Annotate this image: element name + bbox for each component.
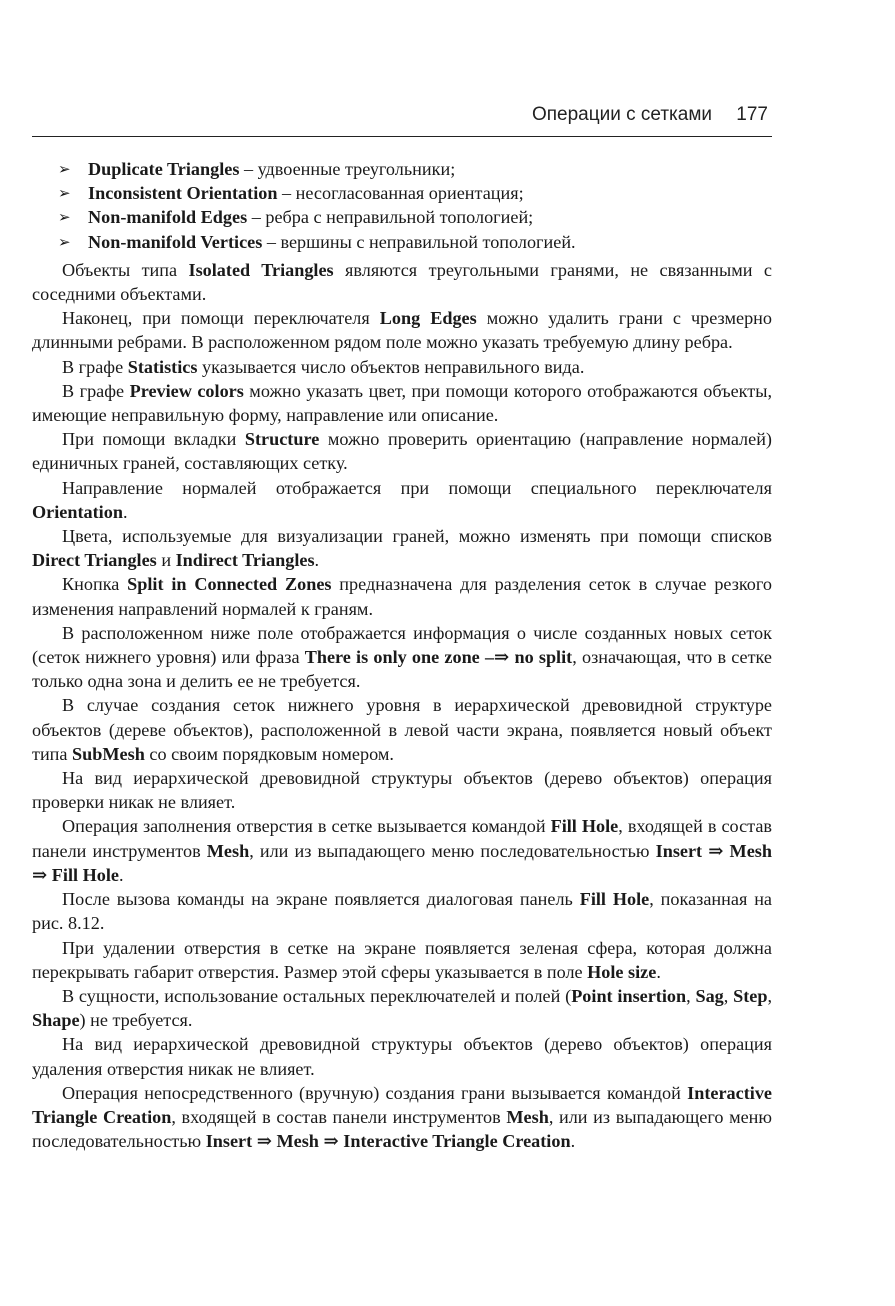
text: Объекты типа bbox=[62, 259, 189, 280]
text: . bbox=[570, 1131, 576, 1152]
text: , входящей в состав панели инструментов bbox=[32, 816, 772, 861]
text: , входящей в состав панели инструментов bbox=[171, 1106, 507, 1127]
term-description: – несогласованная ориентация; bbox=[277, 183, 524, 204]
text: В сущности, использование остальных переключателей и полей ( bbox=[62, 985, 572, 1006]
term: Fill Hole bbox=[579, 889, 650, 910]
text: В графе bbox=[62, 380, 130, 401]
text: Наконец, при помощи переключателя bbox=[62, 308, 380, 329]
text: Цвета, используемые для визуализации граней, можно изменять при помощи списков bbox=[62, 526, 772, 547]
paragraph bbox=[32, 984, 772, 1032]
text: , bbox=[686, 985, 696, 1006]
paragraph bbox=[32, 814, 772, 887]
text: предназначена для разделения сеток в случае резкого изменения направлений нормалей к граням. bbox=[32, 574, 772, 619]
term: Preview colors bbox=[129, 380, 244, 401]
term: Non-manifold Edges bbox=[88, 207, 248, 228]
text: На вид иерархической древовидной структуры объектов (дерево объектов) операция проверки никак не влияет. bbox=[32, 768, 772, 813]
term: Point insertion bbox=[571, 985, 687, 1006]
term: Orientation bbox=[32, 501, 123, 522]
term-description: – ребра с неправильной топологией; bbox=[247, 207, 534, 228]
paragraph bbox=[32, 427, 772, 475]
text: На вид иерархической древовидной структуры объектов (дерево объектов) операция удаления отверстия никак не влияет. bbox=[32, 1034, 772, 1079]
term: Hole size bbox=[587, 961, 657, 982]
term: Structure bbox=[244, 429, 320, 450]
text: Операция непосредственного (вручную) создания грани вызывается командой bbox=[62, 1082, 688, 1103]
text: , или из выпадающего меню последовательностью bbox=[32, 1106, 772, 1152]
term: Inconsistent Orientation bbox=[88, 183, 278, 204]
text: можно указать цвет, при помощи которого отображаются объекты, имеющие неправильную форму, направление или описание. bbox=[32, 380, 772, 426]
paragraph bbox=[32, 355, 772, 379]
term: Shape bbox=[32, 1010, 80, 1031]
paragraph bbox=[32, 766, 772, 814]
term-description: – удвоенные треугольники; bbox=[239, 159, 456, 179]
running-header bbox=[32, 100, 772, 137]
text: В графе bbox=[62, 356, 128, 377]
term: Statistics bbox=[127, 356, 198, 377]
text: , bbox=[767, 985, 773, 1006]
term: Duplicate Triangles bbox=[88, 159, 240, 179]
paragraph bbox=[32, 258, 772, 306]
text: , означающая, что в сетке только одна зона и делить ее не требуется. bbox=[32, 647, 773, 692]
error-type-list bbox=[32, 157, 772, 254]
text: После вызова команды на экране появляется диалоговая панель bbox=[62, 889, 580, 910]
paragraph bbox=[32, 936, 772, 984]
bullet-arrow-icon: ➢ bbox=[58, 160, 71, 178]
paragraph bbox=[32, 476, 772, 524]
list-item bbox=[32, 230, 772, 254]
term: Interactive Triangle Creation bbox=[32, 1082, 772, 1127]
term-description: – вершины с неправильной топологией. bbox=[262, 231, 576, 252]
text: являются треугольными гранями, не связанными с соседними объектами. bbox=[32, 259, 772, 305]
text: В случае создания сеток нижнего уровня в иерархической древовидной структуре объектов (дереве объектов), расположенной в левой части экрана, появляется новый объект типа bbox=[32, 695, 772, 764]
paragraph bbox=[32, 572, 772, 620]
list-item bbox=[32, 157, 772, 181]
text: . bbox=[656, 961, 661, 982]
term: Isolated Triangles bbox=[188, 259, 334, 280]
text: . bbox=[314, 550, 320, 571]
paragraph bbox=[32, 693, 772, 766]
paragraph bbox=[32, 306, 772, 354]
bullet-arrow-icon: ➢ bbox=[58, 232, 71, 251]
text: . bbox=[118, 864, 124, 885]
text: . bbox=[122, 501, 128, 522]
page-number: 177 bbox=[736, 104, 768, 125]
text: и bbox=[156, 550, 176, 571]
text: Кнопка bbox=[62, 574, 128, 595]
term: There is only one zone –⇒ no split bbox=[304, 647, 573, 668]
term: Direct Triangles bbox=[32, 550, 157, 571]
paragraph bbox=[32, 379, 772, 427]
paragraph bbox=[32, 1032, 772, 1080]
term: SubMesh bbox=[72, 743, 145, 764]
text: При удалении отверстия в сетке на экране появляется зеленая сфера, которая должна перекрывать габарит отверстия. Размер этой сферы указывается в поле bbox=[32, 937, 772, 982]
term: Split in Connected Zones bbox=[127, 574, 332, 595]
bullet-arrow-icon: ➢ bbox=[58, 208, 71, 227]
text: , bbox=[723, 985, 734, 1006]
list-item bbox=[32, 181, 772, 205]
page-body bbox=[32, 157, 772, 1153]
term: Sag bbox=[695, 985, 724, 1006]
text: При помощи вкладки bbox=[62, 429, 245, 450]
paragraph bbox=[32, 887, 772, 935]
term: Long Edges bbox=[379, 308, 477, 329]
text: Направление нормалей отображается при помощи специального переключателя bbox=[62, 477, 772, 498]
term: Fill Hole bbox=[550, 816, 619, 837]
list-item bbox=[32, 205, 772, 229]
term: Mesh bbox=[506, 1106, 549, 1127]
term: Mesh bbox=[206, 840, 250, 861]
text: указывается число объектов неправильного вида. bbox=[197, 356, 585, 377]
text: В расположенном ниже поле отображается информация о числе созданных новых сеток (сеток нижнего уровня) или фраза bbox=[32, 622, 772, 668]
term: Step bbox=[733, 985, 768, 1006]
text: можно удалить грани с чрезмерно длинными ребрами. В расположенном рядом поле можно указать требуемую длину ребра. bbox=[32, 308, 772, 353]
text: со своим порядковым номером. bbox=[144, 743, 394, 764]
paragraph bbox=[32, 1081, 772, 1154]
term: Non-manifold Vertices bbox=[88, 231, 263, 252]
menu-path: Insert ⇒ Mesh ⇒ Interactive Triangle Creation bbox=[205, 1131, 571, 1152]
text: можно проверить ориентацию (направление нормалей) единичных граней, составляющих сетку. bbox=[32, 429, 772, 474]
paragraph bbox=[32, 524, 772, 572]
term: Indirect Triangles bbox=[175, 550, 315, 571]
running-header-title: Операции с сетками bbox=[531, 104, 712, 125]
menu-path: Insert ⇒ Mesh ⇒ Fill Hole bbox=[32, 840, 772, 885]
text: , или из выпадающего меню последовательностью bbox=[249, 840, 656, 861]
bullet-arrow-icon: ➢ bbox=[58, 184, 71, 203]
paragraph bbox=[32, 621, 772, 694]
text: ) не требуется. bbox=[79, 1010, 193, 1031]
text: , показанная на рис. 8.12. bbox=[32, 889, 772, 934]
text: Операция заполнения отверстия в сетке вызывается командой bbox=[62, 816, 551, 837]
